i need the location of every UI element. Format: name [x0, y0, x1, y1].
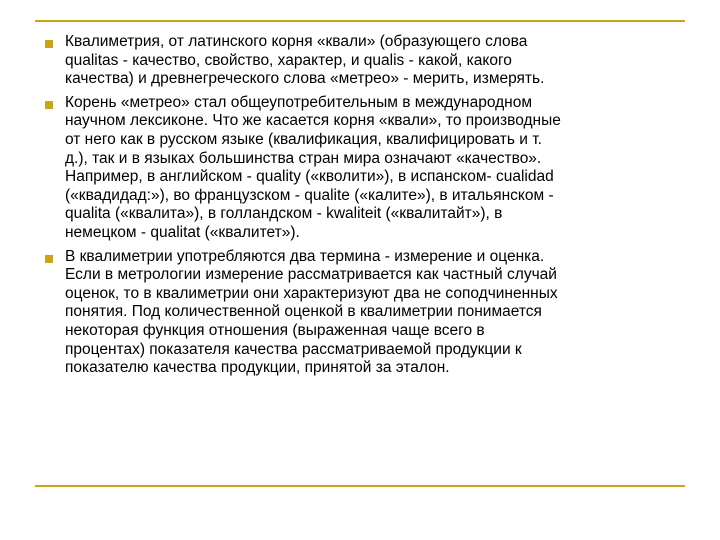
bullet-text: В квалиметрии употребляются два термина - измерение и оценка. Если в метрологии измерение рассматривается как частный случай оценок, то в квалиметрии они характеризуют два не соподчиненных понятия. Под количественной оценкой в квалиметрии понимается некоторая функция отношения (выраженная чаще всего в процентах) показателя качества рассматриваемой продукции к показателю качества продукции, принятой за эталон. [65, 247, 558, 377]
bullet-text: Корень «метрео» стал общеупотребительным в международном научном лексиконе. Что же касается корня «квали», то производные от него как в русском языке (квалификация, квалифицировать и т. д.), так и в языках большинства стран мира означают «качество». Например, в английском - quality («кволити»), в испанском- cualidad («квадидад:»), во французском - qualite («калите»), в итальянском - qualita («квалита»), в голландском - kwaliteit («квалитайт»), в немецком - qualitat («квалитет»). [65, 93, 561, 241]
square-bullet-icon [45, 40, 53, 48]
square-bullet-icon [45, 255, 53, 263]
top-divider [35, 20, 685, 22]
bullet-item-1 [40, 33, 680, 89]
bullet-item-3 [40, 248, 680, 378]
square-bullet-icon [45, 101, 53, 109]
bullet-text: Квалиметрия, от латинского корня «квали» (образующего слова qualitas - качество, свойство, характер, и qualis - какой, какого качества) и древнегреческого слова «метрео» - мерить, измерять. [65, 33, 545, 88]
bullet-item-2 [40, 94, 680, 243]
bottom-divider [35, 485, 685, 487]
slide-content [40, 33, 680, 383]
